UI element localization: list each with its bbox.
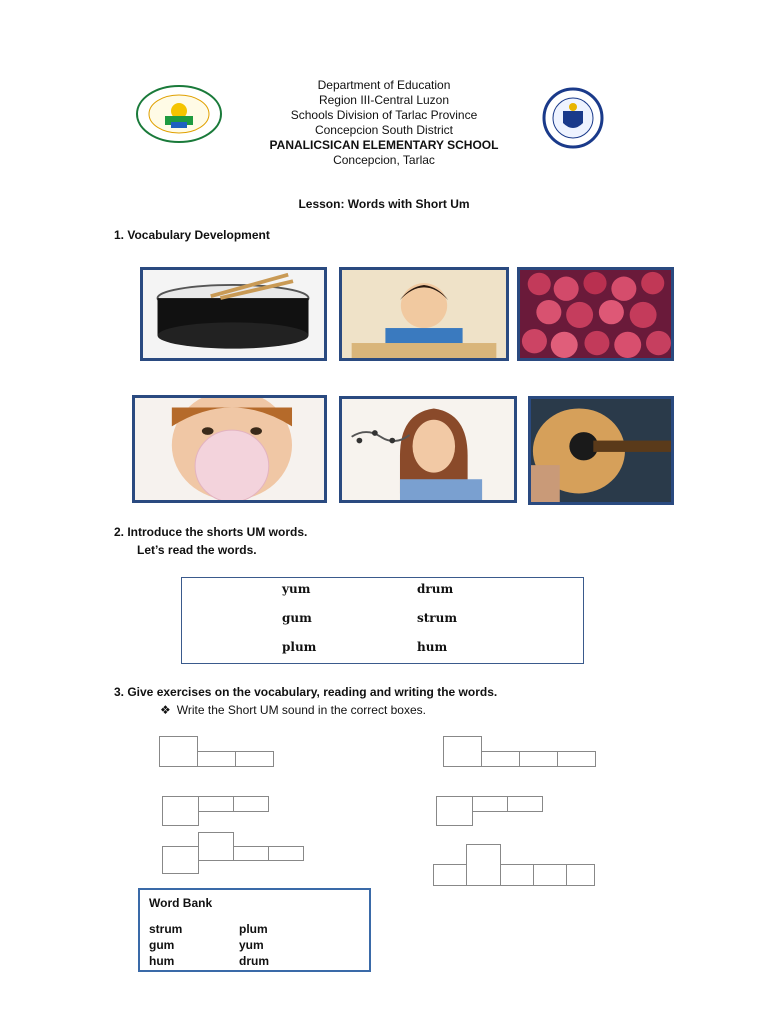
letter-box[interactable] [433, 864, 467, 886]
letter-box[interactable] [159, 736, 198, 767]
letter-box[interactable] [533, 864, 567, 886]
bank-word: drum [239, 954, 269, 968]
letter-box[interactable] [233, 846, 269, 861]
letter-box[interactable] [472, 796, 508, 812]
letter-box[interactable] [566, 864, 595, 886]
letter-box[interactable] [233, 796, 269, 812]
word-strum: strum [417, 611, 458, 625]
letter-box[interactable] [507, 796, 543, 812]
letter-box[interactable] [198, 796, 234, 812]
department-line: Department of Education [317, 78, 451, 92]
word-list-box [181, 577, 584, 664]
bank-word: gum [149, 938, 175, 952]
deped-seal [529, 87, 617, 149]
letter-box[interactable] [162, 796, 199, 826]
district-line: Concepcion South District [314, 123, 454, 137]
word-gum: gum [282, 611, 312, 625]
letter-box[interactable] [198, 832, 234, 861]
letter-box[interactable] [197, 751, 236, 767]
division-line: Schools Division of Tarlac Province [290, 108, 478, 122]
letter-box[interactable] [481, 751, 520, 767]
section-3-instruction [160, 703, 426, 717]
lesson-title: Lesson: Words with Short Um [298, 197, 470, 211]
bank-word: hum [149, 954, 175, 968]
boy-eating-image [339, 267, 509, 361]
bullet-icon: ❖ [160, 703, 171, 717]
word-bank-box [138, 888, 371, 972]
bubble-gum-image [132, 395, 327, 503]
letter-box[interactable] [436, 796, 473, 826]
letter-box[interactable] [443, 736, 482, 767]
letterhead [234, 78, 534, 168]
word-hum: hum [417, 640, 448, 654]
word-yum: yum [282, 582, 311, 596]
letter-box[interactable] [235, 751, 274, 767]
region-line: Region III-Central Luzon [318, 93, 450, 107]
letter-box[interactable] [466, 844, 501, 886]
word-plum: plum [282, 640, 317, 654]
letter-box[interactable] [557, 751, 596, 767]
letter-box[interactable] [519, 751, 558, 767]
letter-box[interactable] [268, 846, 304, 861]
word-bank-title: Word Bank [149, 896, 213, 910]
bank-word: yum [239, 938, 264, 952]
section-2-heading: 2. Introduce the shorts UM words. [114, 525, 308, 539]
school-logo [135, 84, 223, 144]
section-1-heading: 1. Vocabulary Development [114, 228, 270, 242]
plums-image [517, 267, 674, 361]
section-3-heading: 3. Give exercises on the vocabulary, reading and writing the words. [114, 685, 498, 699]
letter-box[interactable] [500, 864, 534, 886]
bank-word: strum [149, 922, 183, 936]
humming-image [339, 396, 517, 503]
letter-box[interactable] [162, 846, 199, 874]
section-2-subheading: Let’s read the words. [137, 543, 257, 557]
town-line: Concepcion, Tarlac [333, 153, 435, 167]
word-drum: drum [417, 582, 454, 596]
drum-image [140, 267, 327, 361]
guitar-image [528, 396, 674, 505]
school-name: PANALICSICAN ELEMENTARY SCHOOL [269, 138, 499, 152]
instruction-text: Write the Short UM sound in the correct boxes. [176, 703, 426, 717]
bank-word: plum [239, 922, 268, 936]
